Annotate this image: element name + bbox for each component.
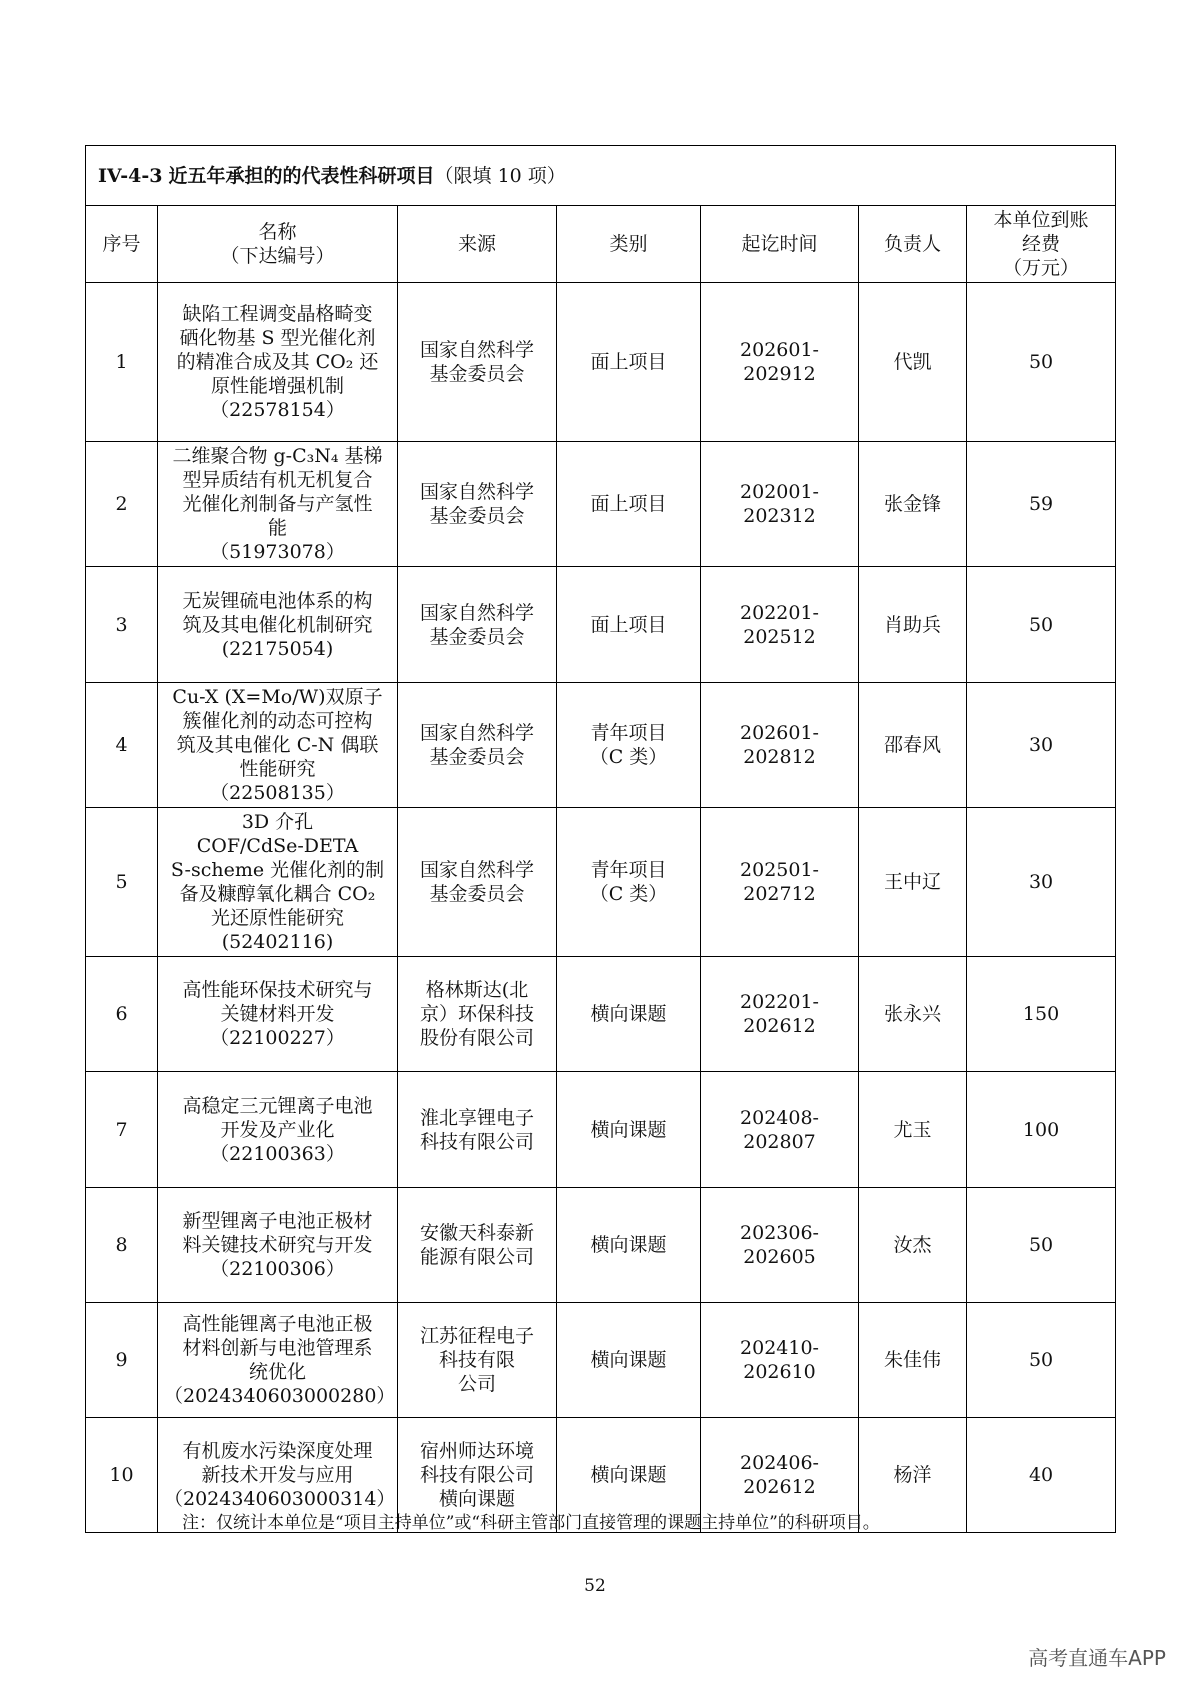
title-text: 近五年承担的的代表性科研项目 <box>168 164 435 187</box>
cell-source: 国家自然科学 基金委员会 <box>398 567 557 683</box>
table-row <box>86 1188 1116 1303</box>
table-row <box>86 957 1116 1072</box>
cell-leader: 汝杰 <box>859 1188 967 1303</box>
cell-source: 江苏征程电子 科技有限 公司 <box>398 1303 557 1418</box>
cell-source: 国家自然科学 基金委员会 <box>398 442 557 567</box>
cell-funding: 50 <box>967 1303 1116 1418</box>
table-row <box>86 442 1116 567</box>
cell-source: 安徽天科泰新 能源有限公司 <box>398 1188 557 1303</box>
cell-no: 1 <box>86 283 158 442</box>
cell-funding: 50 <box>967 283 1116 442</box>
cell-no: 7 <box>86 1072 158 1188</box>
watermark-text: 高考直通车APP <box>1028 1646 1166 1670</box>
cell-leader: 张永兴 <box>859 957 967 1072</box>
header-name: 名称 （下达编号） <box>158 206 398 283</box>
header-row <box>86 206 1116 283</box>
cell-category: 青年项目 （C 类） <box>557 683 701 808</box>
cell-name: 3D 介孔 COF/CdSe-DETA S-scheme 光催化剂的制 备及糠醇氧化耦合 CO₂ 光还原性能研究 (52402116) <box>158 808 398 957</box>
header-no: 序号 <box>86 206 158 283</box>
cell-category: 面上项目 <box>557 567 701 683</box>
header-period: 起讫时间 <box>701 206 859 283</box>
cell-category: 横向课题 <box>557 1418 701 1533</box>
cell-funding: 50 <box>967 567 1116 683</box>
cell-period: 202001-202312 <box>701 442 859 567</box>
table-row <box>86 808 1116 957</box>
cell-funding: 100 <box>967 1072 1116 1188</box>
cell-period: 202410-202610 <box>701 1303 859 1418</box>
cell-leader: 邵春风 <box>859 683 967 808</box>
cell-period: 202406-202612 <box>701 1418 859 1533</box>
cell-funding: 59 <box>967 442 1116 567</box>
title-code: IV-4-3 <box>98 164 163 187</box>
cell-leader: 张金锋 <box>859 442 967 567</box>
page-number: 52 <box>584 1576 606 1596</box>
cell-period: 202201-202612 <box>701 957 859 1072</box>
cell-no: 3 <box>86 567 158 683</box>
cell-no: 5 <box>86 808 158 957</box>
cell-name: 有机废水污染深度处理 新技术开发与应用 （2024340603000314） <box>158 1418 398 1533</box>
table-row <box>86 283 1116 442</box>
table-row <box>86 567 1116 683</box>
cell-name: 缺陷工程调变晶格畸变 硒化物基 S 型光催化剂 的精准合成及其 CO₂ 还 原性能增强机制 （22578154） <box>158 283 398 442</box>
cell-name: 高稳定三元锂离子电池 开发及产业化 （22100363） <box>158 1072 398 1188</box>
cell-leader: 肖助兵 <box>859 567 967 683</box>
cell-source: 格林斯达(北 京）环保科技 股份有限公司 <box>398 957 557 1072</box>
cell-name: 无炭锂硫电池体系的构 筑及其电催化机制研究 (22175054) <box>158 567 398 683</box>
projects-table <box>85 145 1116 1533</box>
table-row <box>86 683 1116 808</box>
cell-no: 9 <box>86 1303 158 1418</box>
cell-leader: 代凯 <box>859 283 967 442</box>
cell-period: 202408-202807 <box>701 1072 859 1188</box>
table-title-row <box>86 146 1116 206</box>
cell-no: 8 <box>86 1188 158 1303</box>
cell-no: 10 <box>86 1418 158 1533</box>
cell-source: 国家自然科学 基金委员会 <box>398 808 557 957</box>
table-row <box>86 1303 1116 1418</box>
cell-no: 2 <box>86 442 158 567</box>
cell-funding: 50 <box>967 1188 1116 1303</box>
cell-category: 横向课题 <box>557 1188 701 1303</box>
cell-source: 宿州师达环境 科技有限公司 横向课题 <box>398 1418 557 1533</box>
cell-no: 6 <box>86 957 158 1072</box>
header-funding: 本单位到账 经费 （万元） <box>967 206 1116 283</box>
cell-leader: 杨洋 <box>859 1418 967 1533</box>
footnote: 注：仅统计本单位是“项目主持单位”或“科研主管部门直接管理的课题主持单位”的科研项目。 <box>182 1513 880 1533</box>
cell-source: 淮北享锂电子 科技有限公司 <box>398 1072 557 1188</box>
cell-leader: 王中辽 <box>859 808 967 957</box>
cell-period: 202601-202912 <box>701 283 859 442</box>
cell-category: 面上项目 <box>557 442 701 567</box>
cell-period: 202601-202812 <box>701 683 859 808</box>
cell-name: 高性能锂离子电池正极 材料创新与电池管理系 统优化 （2024340603000280） <box>158 1303 398 1418</box>
header-category: 类别 <box>557 206 701 283</box>
cell-name: 二维聚合物 g-C₃N₄ 基梯 型异质结有机无机复合 光催化剂制备与产氢性 能 （51973078） <box>158 442 398 567</box>
cell-category: 面上项目 <box>557 283 701 442</box>
cell-period: 202306-202605 <box>701 1188 859 1303</box>
header-leader: 负责人 <box>859 206 967 283</box>
cell-no: 4 <box>86 683 158 808</box>
cell-funding: 30 <box>967 683 1116 808</box>
table-row <box>86 1072 1116 1188</box>
cell-source: 国家自然科学 基金委员会 <box>398 283 557 442</box>
cell-funding: 30 <box>967 808 1116 957</box>
cell-period: 202501-202712 <box>701 808 859 957</box>
cell-leader: 朱佳伟 <box>859 1303 967 1418</box>
table-title <box>86 146 1116 206</box>
cell-period: 202201-202512 <box>701 567 859 683</box>
title-limit: （限填 10 项） <box>434 164 566 187</box>
cell-category: 横向课题 <box>557 957 701 1072</box>
cell-funding: 150 <box>967 957 1116 1072</box>
cell-name: 新型锂离子电池正极材 料关键技术研究与开发 （22100306） <box>158 1188 398 1303</box>
cell-name: Cu-X (X=Mo/W)双原子 簇催化剂的动态可控构 筑及其电催化 C-N 偶联 性能研究 （22508135） <box>158 683 398 808</box>
cell-category: 横向课题 <box>557 1303 701 1418</box>
cell-source: 国家自然科学 基金委员会 <box>398 683 557 808</box>
cell-category: 青年项目 （C 类） <box>557 808 701 957</box>
cell-leader: 尤玉 <box>859 1072 967 1188</box>
header-source: 来源 <box>398 206 557 283</box>
cell-name: 高性能环保技术研究与 关键材料开发 （22100227） <box>158 957 398 1072</box>
cell-category: 横向课题 <box>557 1072 701 1188</box>
cell-funding: 40 <box>967 1418 1116 1533</box>
